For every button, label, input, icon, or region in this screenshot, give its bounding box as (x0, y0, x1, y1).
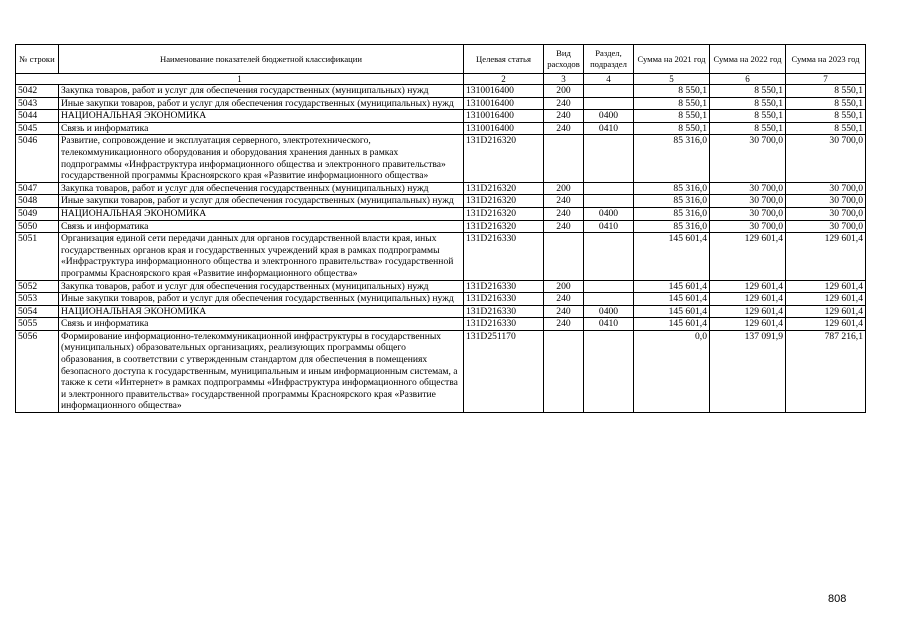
column-number: 4 (584, 74, 634, 85)
expense-type (544, 135, 584, 182)
column-number: 3 (544, 74, 584, 85)
target-article: 131D216330 (464, 293, 544, 306)
row-number: 5051 (16, 233, 59, 280)
row-number: 5054 (16, 305, 59, 318)
table-row (16, 318, 866, 331)
table-row (16, 293, 866, 306)
expense-type: 240 (544, 122, 584, 135)
row-number: 5052 (16, 280, 59, 293)
section-code (584, 85, 634, 98)
row-number: 5044 (16, 110, 59, 123)
expense-type: 240 (544, 220, 584, 233)
indicator-name: Закупка товаров, работ и услуг для обеспечения государственных (муниципальных) нужд (59, 85, 464, 98)
column-number: 2 (464, 74, 544, 85)
column-number: 7 (786, 74, 866, 85)
sum-2023: 129 601,4 (786, 305, 866, 318)
sum-2023: 787 216,1 (786, 330, 866, 412)
column-numbers-row (16, 74, 866, 85)
sum-2022: 129 601,4 (710, 293, 786, 306)
header-sum-2022: Сумма на 2022 год (710, 45, 786, 74)
sum-2023: 30 700,0 (786, 135, 866, 182)
row-number: 5056 (16, 330, 59, 412)
sum-2022: 137 091,9 (710, 330, 786, 412)
expense-type: 240 (544, 293, 584, 306)
sum-2021: 145 601,4 (634, 233, 710, 280)
header-section: Раздел, подраздел (584, 45, 634, 74)
header-indicator-name: Наименование показателей бюджетной классификации (59, 45, 464, 74)
header-target-article: Целевая статья (464, 45, 544, 74)
table-row (16, 195, 866, 208)
sum-2021: 145 601,4 (634, 305, 710, 318)
indicator-name: Связь и информатика (59, 122, 464, 135)
sum-2021: 145 601,4 (634, 280, 710, 293)
sum-2022: 129 601,4 (710, 280, 786, 293)
sum-2021: 8 550,1 (634, 85, 710, 98)
row-number: 5042 (16, 85, 59, 98)
expense-type: 200 (544, 280, 584, 293)
sum-2021: 85 316,0 (634, 135, 710, 182)
indicator-name: Организация единой сети передачи данных для органов государственной власти края, иных государственных органов края и государственных учреждений края в рамках подпрограммы «Инфраструктура информационного общества и электронного правительства» государственной программы Красноярского края «Развитие информационного общества» (59, 233, 464, 280)
sum-2023: 129 601,4 (786, 318, 866, 331)
target-article: 131D216330 (464, 233, 544, 280)
row-number: 5050 (16, 220, 59, 233)
target-article: 1310016400 (464, 97, 544, 110)
row-number: 5043 (16, 97, 59, 110)
sum-2022: 30 700,0 (710, 195, 786, 208)
sum-2023: 30 700,0 (786, 220, 866, 233)
sum-2023: 129 601,4 (786, 280, 866, 293)
expense-type (544, 233, 584, 280)
sum-2022: 30 700,0 (710, 135, 786, 182)
sum-2023: 8 550,1 (786, 110, 866, 123)
table-row (16, 122, 866, 135)
sum-2023: 129 601,4 (786, 233, 866, 280)
sum-2023: 129 601,4 (786, 293, 866, 306)
expense-type (544, 330, 584, 412)
table-row (16, 207, 866, 220)
sum-2022: 129 601,4 (710, 233, 786, 280)
target-article: 131D216330 (464, 280, 544, 293)
sum-2022: 8 550,1 (710, 85, 786, 98)
table-row (16, 182, 866, 195)
target-article: 1310016400 (464, 122, 544, 135)
column-number: 6 (710, 74, 786, 85)
header-sum-2021: Сумма на 2021 год (634, 45, 710, 74)
target-article: 131D216320 (464, 195, 544, 208)
sum-2023: 8 550,1 (786, 85, 866, 98)
indicator-name: НАЦИОНАЛЬНАЯ ЭКОНОМИКА (59, 110, 464, 123)
indicator-name: Развитие, сопровождение и эксплуатация серверного, электротехнического, телекоммуникационного оборудования и оборудования хранения данных в рамках подпрограммы «Инфраструктура информационного общества и электронного правительства» государственной программы Красноярского края «Развитие информационного общества» (59, 135, 464, 182)
section-code: 0400 (584, 110, 634, 123)
section-code (584, 233, 634, 280)
sum-2021: 85 316,0 (634, 195, 710, 208)
target-article: 131D216320 (464, 135, 544, 182)
sum-2021: 145 601,4 (634, 293, 710, 306)
expense-type: 200 (544, 85, 584, 98)
table-row (16, 330, 866, 412)
row-number: 5047 (16, 182, 59, 195)
column-number: 1 (16, 74, 464, 85)
sum-2021: 8 550,1 (634, 110, 710, 123)
indicator-name: Иные закупки товаров, работ и услуг для обеспечения государственных (муниципальных) нужд (59, 97, 464, 110)
table-row (16, 305, 866, 318)
section-code: 0400 (584, 305, 634, 318)
section-code: 0410 (584, 122, 634, 135)
row-number: 5049 (16, 207, 59, 220)
header-row-number: № строки (16, 45, 59, 74)
header-sum-2023: Сумма на 2023 год (786, 45, 866, 74)
target-article: 131D216320 (464, 207, 544, 220)
page-number: 808 (828, 593, 847, 605)
header-expense-type: Вид расходов (544, 45, 584, 74)
budget-table (15, 44, 866, 413)
section-code (584, 195, 634, 208)
sum-2022: 129 601,4 (710, 318, 786, 331)
column-number: 5 (634, 74, 710, 85)
section-code: 0400 (584, 207, 634, 220)
expense-type: 240 (544, 305, 584, 318)
sum-2023: 30 700,0 (786, 182, 866, 195)
sum-2023: 8 550,1 (786, 122, 866, 135)
section-code (584, 182, 634, 195)
indicator-name: Иные закупки товаров, работ и услуг для обеспечения государственных (муниципальных) нужд (59, 195, 464, 208)
target-article: 131D216330 (464, 305, 544, 318)
section-code: 0410 (584, 220, 634, 233)
target-article: 131D251170 (464, 330, 544, 412)
sum-2023: 30 700,0 (786, 195, 866, 208)
sum-2021: 8 550,1 (634, 97, 710, 110)
indicator-name: Формирование информационно-телекоммуникационной инфраструктуры в государственных (муниципальных) образовательных организациях, реализующих программы общего образования, в соответствии с утвержденным стандартом для обеспечения в помещениях безопасного доступа к государственным, муниципальным и иным информационным системам, а также к сети «Интернет» в рамках подпрограммы «Инфраструктура информационного общества и электронного правительства» государственной программы Красноярского края «Развитие информационного общества» (59, 330, 464, 412)
table-row (16, 110, 866, 123)
sum-2023: 8 550,1 (786, 97, 866, 110)
sum-2021: 145 601,4 (634, 318, 710, 331)
table-header (16, 45, 866, 74)
table-row (16, 280, 866, 293)
sum-2022: 30 700,0 (710, 207, 786, 220)
row-number: 5048 (16, 195, 59, 208)
row-number: 5053 (16, 293, 59, 306)
sum-2021: 85 316,0 (634, 220, 710, 233)
sum-2022: 30 700,0 (710, 220, 786, 233)
table-row (16, 233, 866, 280)
indicator-name: Закупка товаров, работ и услуг для обеспечения государственных (муниципальных) нужд (59, 182, 464, 195)
target-article: 131D216330 (464, 318, 544, 331)
sum-2023: 30 700,0 (786, 207, 866, 220)
indicator-name: Закупка товаров, работ и услуг для обеспечения государственных (муниципальных) нужд (59, 280, 464, 293)
section-code (584, 97, 634, 110)
target-article: 131D216320 (464, 182, 544, 195)
sum-2021: 85 316,0 (634, 207, 710, 220)
section-code (584, 293, 634, 306)
table-row (16, 85, 866, 98)
expense-type: 200 (544, 182, 584, 195)
indicator-name: Иные закупки товаров, работ и услуг для обеспечения государственных (муниципальных) нужд (59, 293, 464, 306)
section-code (584, 330, 634, 412)
indicator-name: НАЦИОНАЛЬНАЯ ЭКОНОМИКА (59, 207, 464, 220)
table-body (16, 74, 866, 413)
indicator-name: Связь и информатика (59, 318, 464, 331)
table-row (16, 220, 866, 233)
sum-2022: 8 550,1 (710, 110, 786, 123)
expense-type: 240 (544, 110, 584, 123)
sum-2022: 129 601,4 (710, 305, 786, 318)
section-code (584, 135, 634, 182)
target-article: 1310016400 (464, 110, 544, 123)
row-number: 5045 (16, 122, 59, 135)
indicator-name: НАЦИОНАЛЬНАЯ ЭКОНОМИКА (59, 305, 464, 318)
table-row (16, 97, 866, 110)
sum-2021: 85 316,0 (634, 182, 710, 195)
row-number: 5055 (16, 318, 59, 331)
expense-type: 240 (544, 97, 584, 110)
row-number: 5046 (16, 135, 59, 182)
sum-2021: 0,0 (634, 330, 710, 412)
section-code: 0410 (584, 318, 634, 331)
expense-type: 240 (544, 207, 584, 220)
sum-2022: 8 550,1 (710, 122, 786, 135)
expense-type: 240 (544, 318, 584, 331)
target-article: 131D216320 (464, 220, 544, 233)
sum-2021: 8 550,1 (634, 122, 710, 135)
sum-2022: 30 700,0 (710, 182, 786, 195)
table-row (16, 135, 866, 182)
sum-2022: 8 550,1 (710, 97, 786, 110)
section-code (584, 280, 634, 293)
indicator-name: Связь и информатика (59, 220, 464, 233)
expense-type: 240 (544, 195, 584, 208)
target-article: 1310016400 (464, 85, 544, 98)
